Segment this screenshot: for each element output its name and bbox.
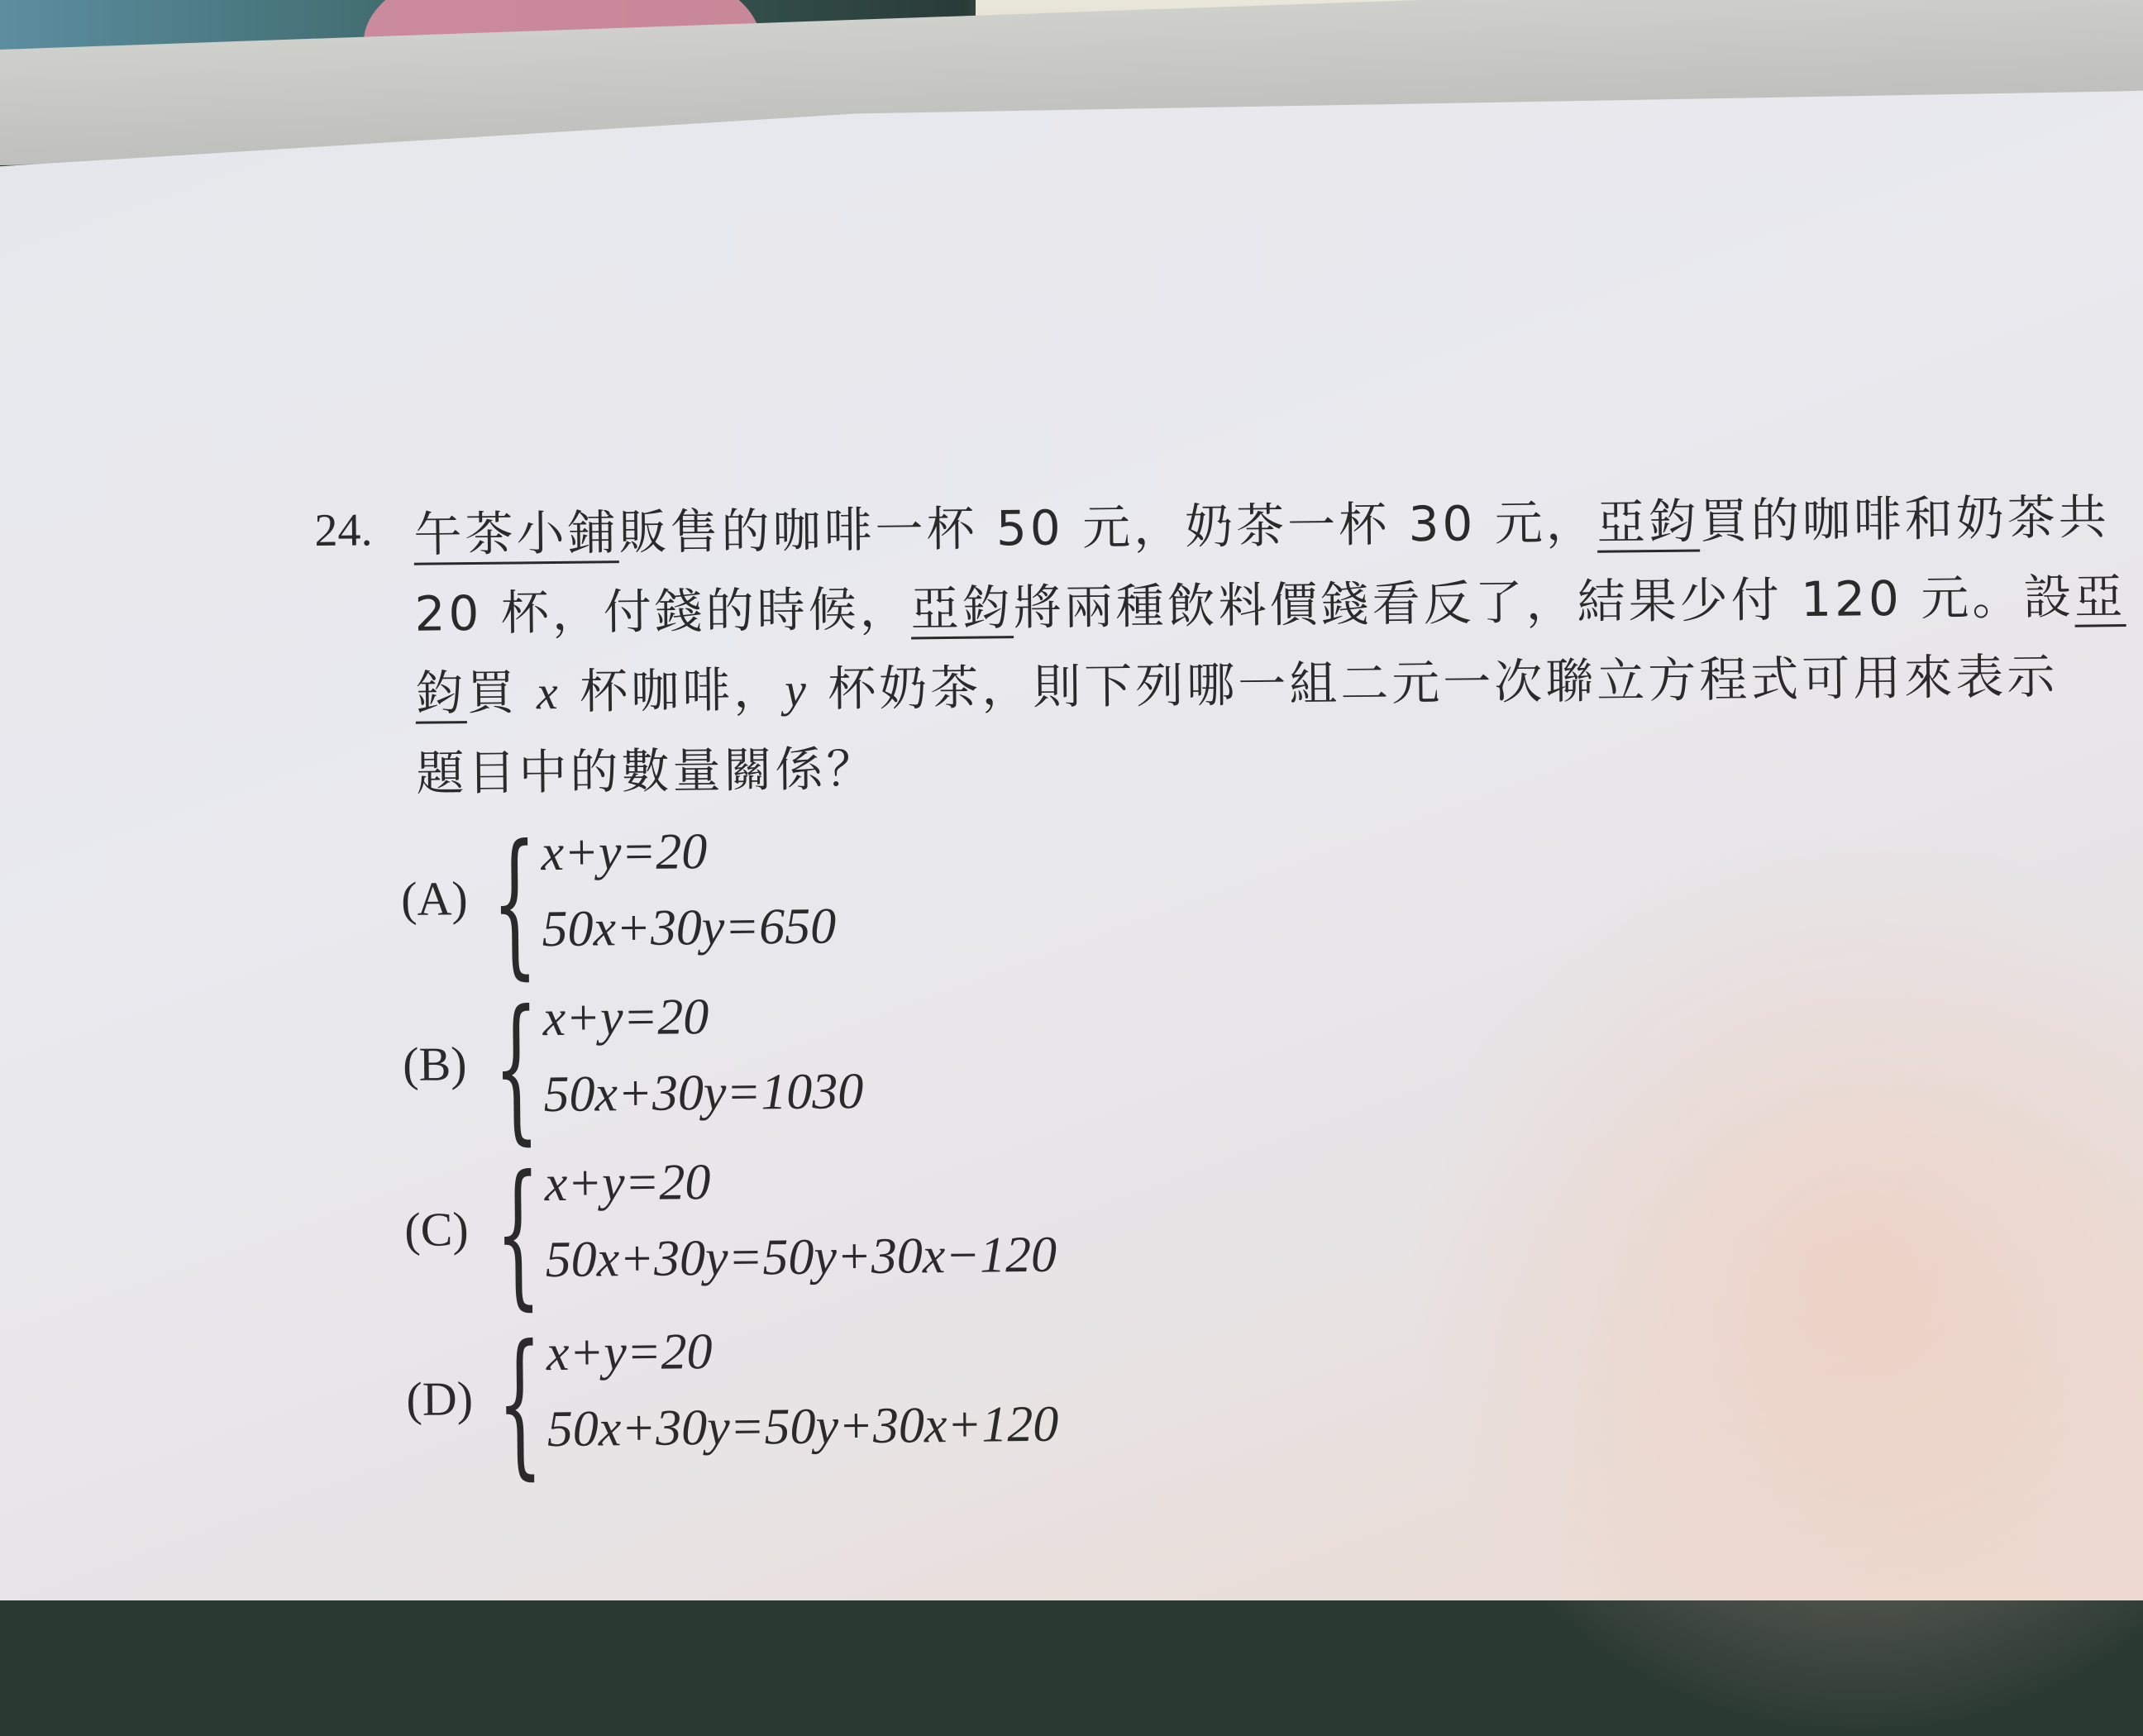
equation-1: x+y=20 xyxy=(542,989,709,1047)
variable-y: y xyxy=(784,662,810,718)
option-d xyxy=(406,1311,1730,1495)
brace-icon: { xyxy=(493,976,540,1160)
question-line-4: 題目中的數量關係？ xyxy=(416,740,878,802)
equation-1: x+y=20 xyxy=(544,1154,711,1213)
person-name-part: 鈞 xyxy=(415,665,467,722)
option-label: (A) xyxy=(400,871,468,926)
brace-icon: { xyxy=(496,1311,544,1495)
option-c xyxy=(403,1142,1728,1325)
equation-2: 50x+30y=1030 xyxy=(543,1063,864,1123)
shop-name: 午茶小鋪 xyxy=(413,504,619,563)
question-line-3: 鈞買 x 杯咖啡，y 杯奶茶，則下列哪一組二元一次聯立方程式可用來表示 xyxy=(415,647,2059,722)
brace-icon: { xyxy=(494,1142,542,1325)
option-label: (C) xyxy=(403,1202,469,1257)
variable-x: x xyxy=(536,665,562,720)
question-number: 24. xyxy=(314,504,373,556)
question-line-2: 20 杯，付錢的時候，亞鈞將兩種飲料價錢看反了，結果少付 120 元。設亞 xyxy=(414,568,2126,642)
option-label: (B) xyxy=(402,1037,467,1091)
equation-1: x+y=20 xyxy=(546,1323,713,1382)
option-a xyxy=(400,811,1725,994)
equation-1: x+y=20 xyxy=(541,823,708,882)
equation-2: 50x+30y=650 xyxy=(542,898,837,958)
equation-2: 50x+30y=50y+30x+120 xyxy=(546,1395,1059,1458)
equation-2: 50x+30y=50y+30x−120 xyxy=(545,1226,1057,1289)
person-name: 亞鈞 xyxy=(1597,493,1701,551)
person-name-part: 亞 xyxy=(2074,568,2126,625)
question-line-1: 午茶小鋪販售的咖啡一杯 50 元，奶茶一杯 30 元，亞鈞買的咖啡和奶茶共 xyxy=(413,489,2111,563)
brace-icon: { xyxy=(491,811,538,994)
option-label: (D) xyxy=(406,1371,474,1426)
question-text xyxy=(413,478,2126,813)
person-name: 亞鈞 xyxy=(910,579,1014,637)
option-b xyxy=(402,976,1726,1160)
